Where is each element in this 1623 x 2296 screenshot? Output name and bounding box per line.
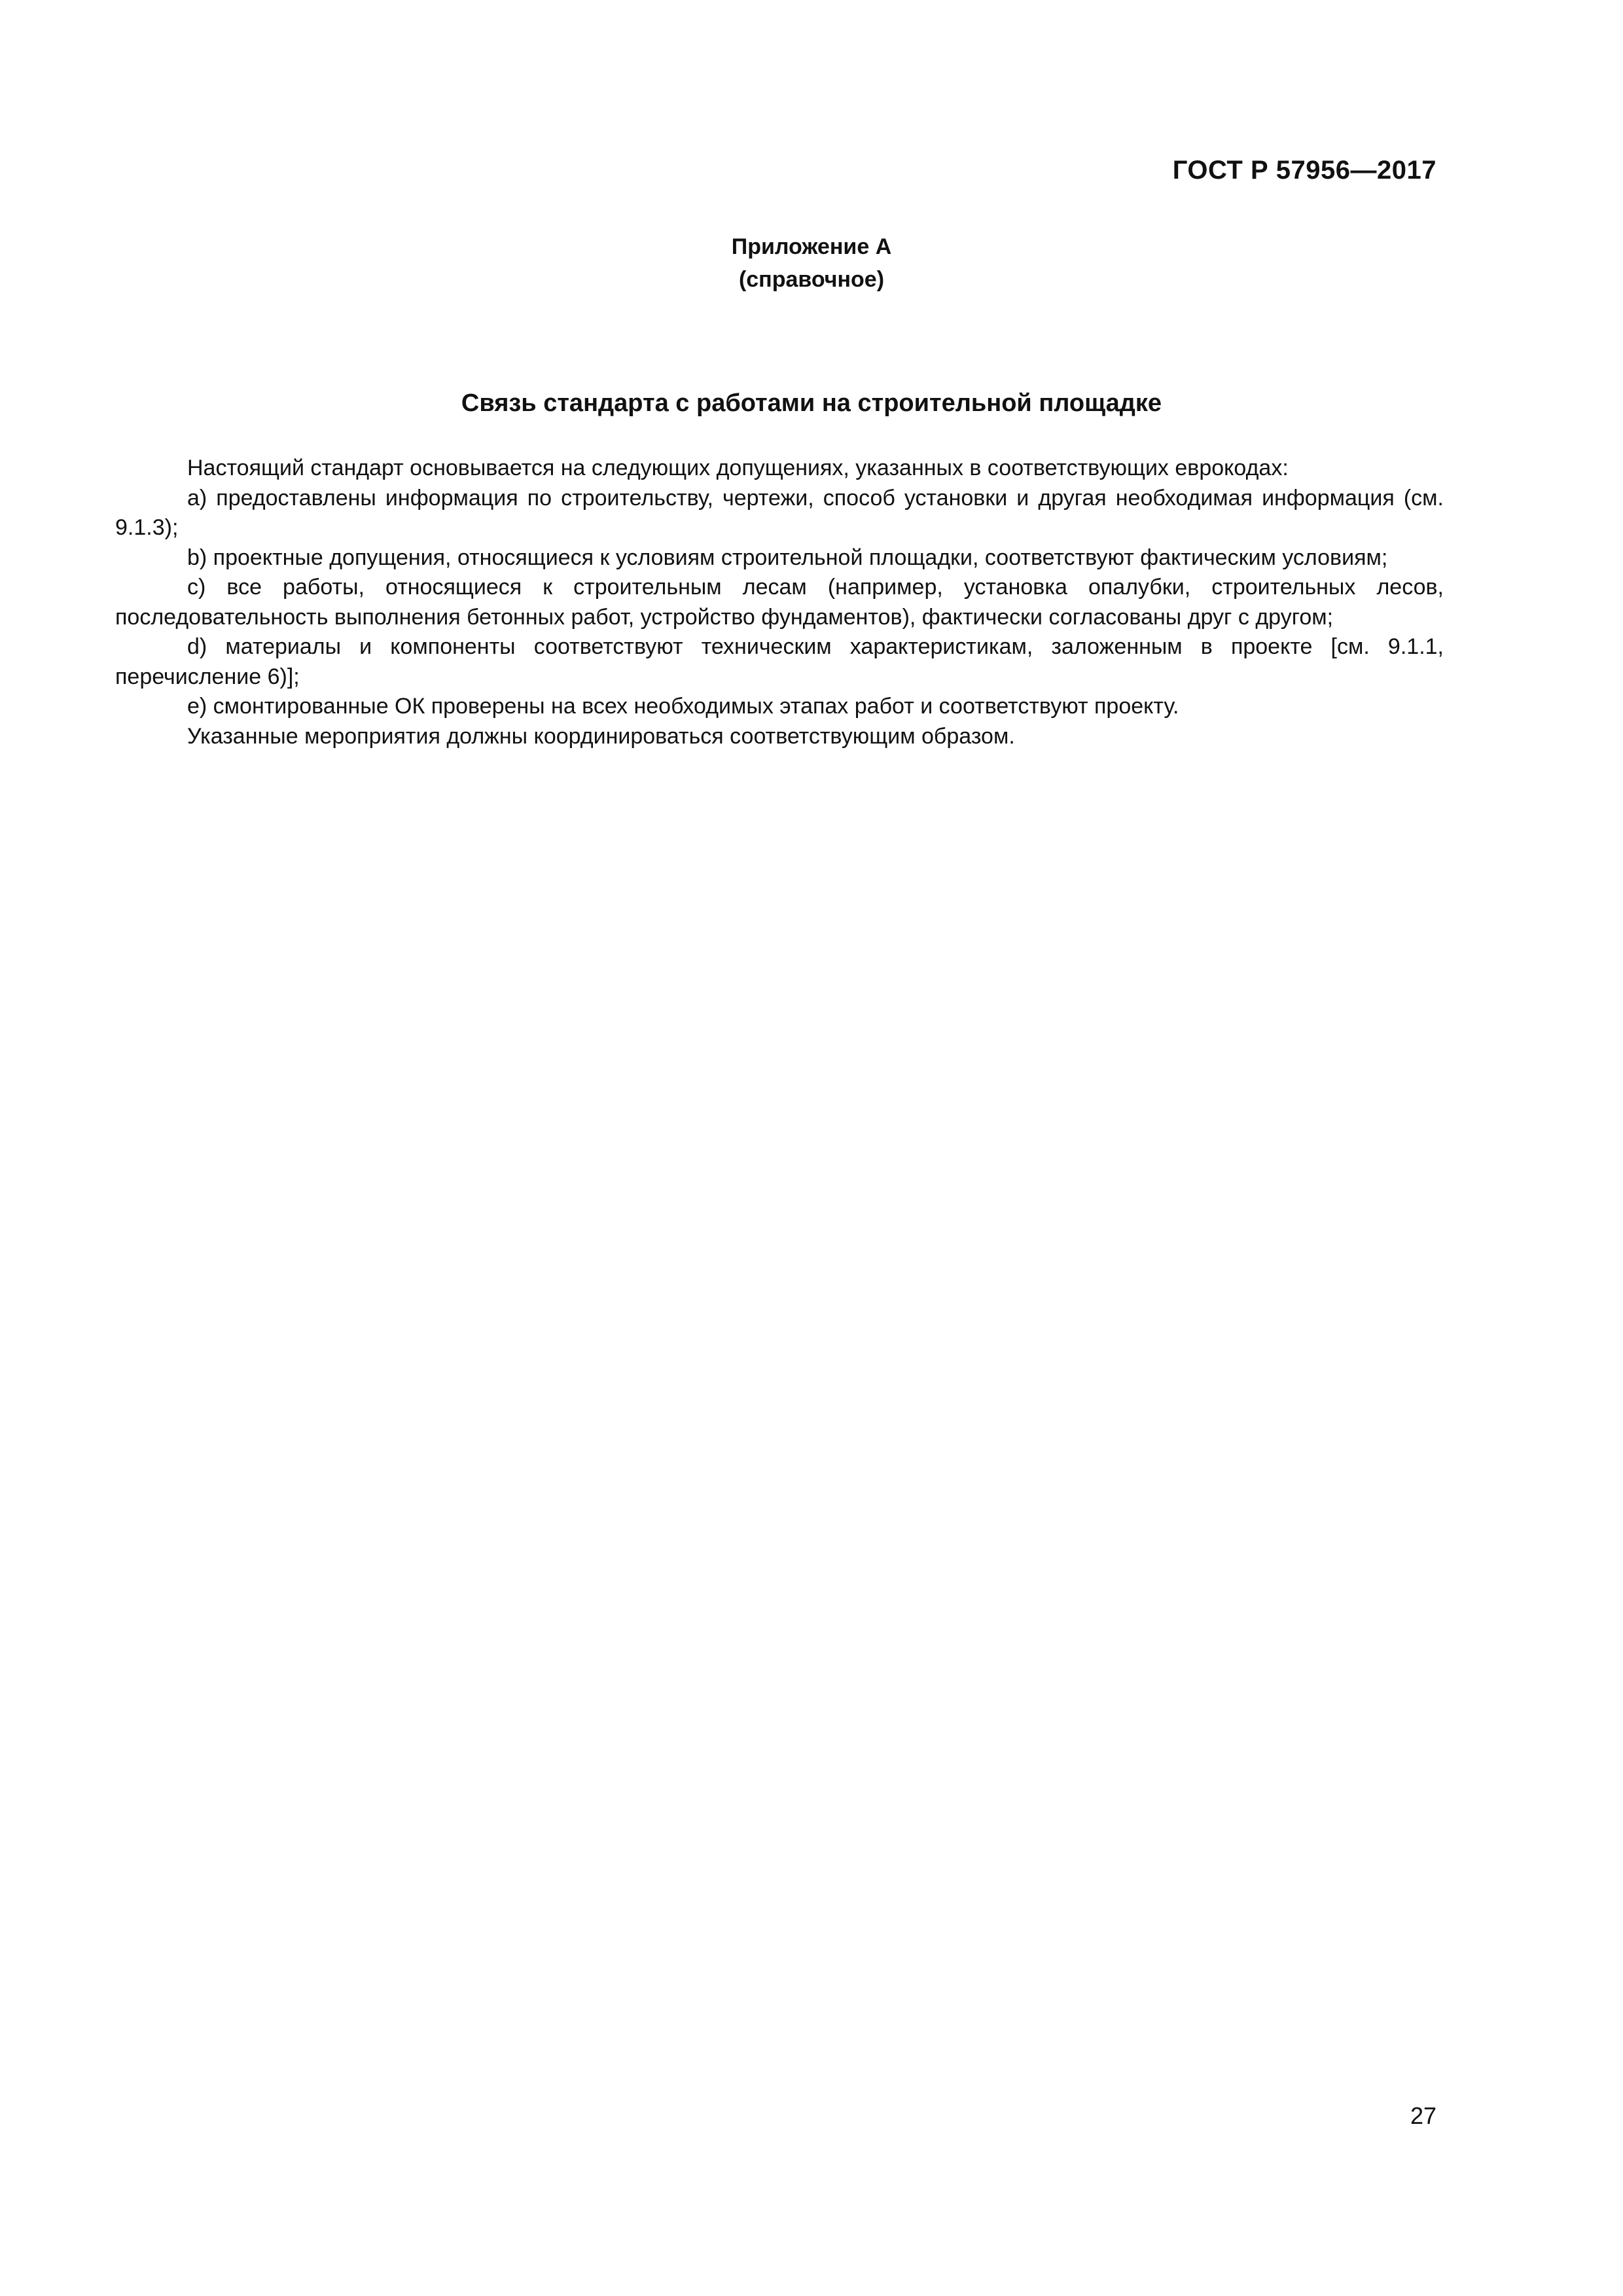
- list-item-b: b) проектные допущения, относящиеся к условиям строительной площадки, соответствуют фактическим условиям;: [187, 545, 1388, 570]
- closing-paragraph: Указанные мероприятия должны координироваться соответствующим образом.: [187, 723, 1015, 749]
- annex-title: Приложение А: [731, 234, 892, 259]
- list-item-e: е) смонтированные ОК проверены на всех необходимых этапах работ и соответствуют проекту.: [187, 694, 1179, 719]
- document-code-header: ГОСТ Р 57956—2017: [1172, 156, 1436, 185]
- intro-paragraph: Настоящий стандарт основывается на следующих допущениях, указанных в соответствующих еврокодах:: [187, 456, 1289, 480]
- list-item-c: с) все работы, относящиеся к строительным лесам (например, установка опалубки, строительных лесов, последовательность выполнения бетонных работ, устройство фундаментов), фактически согласованы друг с другом;: [115, 575, 1444, 630]
- page-number: 27: [1410, 2102, 1436, 2129]
- body-text: [115, 454, 1444, 751]
- list-item-d: d) материалы и компоненты соответствуют техническим характеристикам, заложенным в проекте [см. 9.1.1, перечисление 6)];: [115, 634, 1444, 689]
- annex-kind: (справочное): [738, 267, 885, 292]
- annex-heading: [0, 230, 1623, 296]
- list-item-a: а) предоставлены информация по строительству, чертежи, способ установки и другая необходимая информация (см. 9.1.3);: [115, 485, 1444, 540]
- section-title: Связь стандарта с работами на строительной площадке: [461, 389, 1162, 417]
